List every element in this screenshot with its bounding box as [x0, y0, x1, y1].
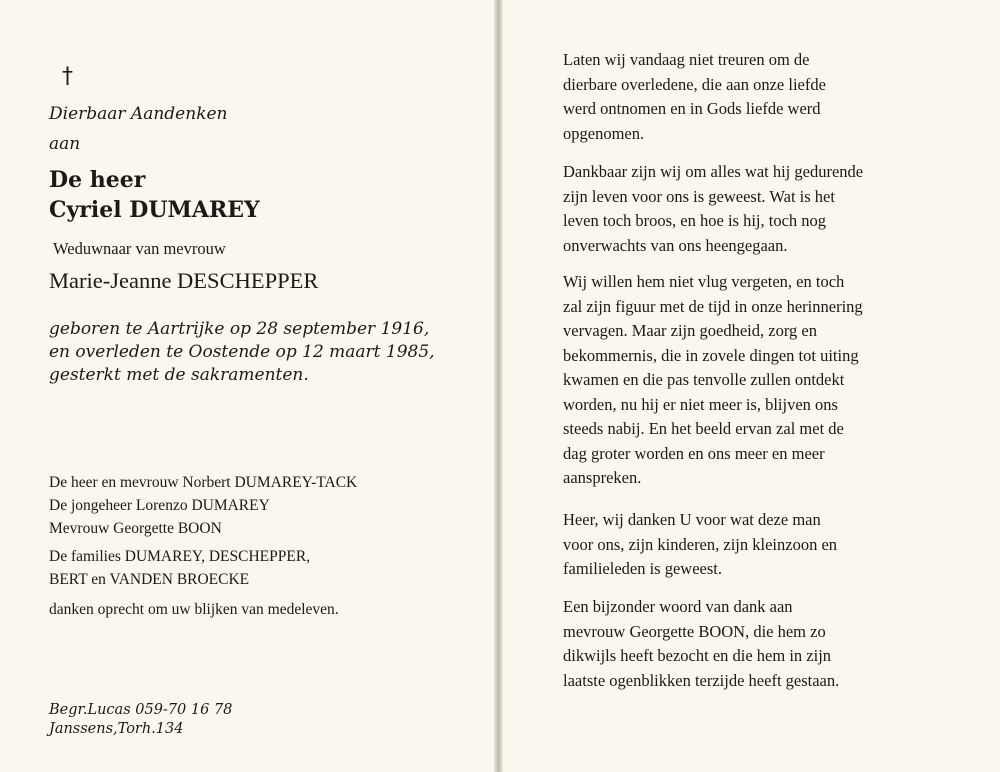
families-line: BERT en VANDEN BROECKE [49, 571, 250, 588]
thanks-line: danken oprecht om uw blijken van medeleven. [49, 601, 339, 618]
deceased-title: De heer [49, 167, 146, 193]
paragraph [563, 508, 837, 582]
life-line: gesterkt met de sakramenten. [49, 365, 309, 385]
life-line: geboren te Aartrijke op 28 september 1916, [49, 319, 430, 339]
paragraph-line: bekommernis, die in zovele dingen tot uiting [563, 345, 859, 365]
paragraph [563, 595, 839, 693]
paragraph-line: dag groter worden en ons meer en meer [563, 443, 825, 463]
paragraph-line: zijn leven voor ons is geweest. Wat is het [563, 186, 835, 206]
paragraph-line: Heer, wij danken U voor wat deze man [563, 510, 821, 529]
paragraph-line: kwamen en die pas tenvolle zullen ontdekt [563, 370, 845, 389]
paragraph-line: Een bijzonder woord van dank aan [563, 597, 793, 616]
printer-line: Begr.Lucas 059-70 16 78 [49, 702, 233, 718]
paragraph-line: opgenomen. [563, 123, 645, 143]
deceased-name: Cyriel DUMAREY [49, 197, 260, 223]
paragraph-line: laatste ogenblikken terzijde heeft gestaan. [563, 670, 840, 690]
cross-symbol: † [62, 64, 73, 89]
widower-of-label: Weduwnaar van mevrouw [53, 239, 226, 258]
paragraph-line: steeds nabij. En het beeld ervan zal met de [563, 419, 844, 438]
paragraph-line: familieleden is geweest. [563, 559, 722, 578]
paragraph-line: Wij willen hem niet vlug vergeten, en toch [563, 272, 845, 291]
family-line: Mevrouw Georgette BOON [49, 520, 222, 537]
paragraph-line: dikwijls heeft bezocht en die hem in zijn [563, 646, 832, 665]
paragraph-line: zal zijn figuur met de tijd in onze herinnering [563, 296, 863, 316]
paragraph [563, 48, 826, 146]
spouse-name: Marie-Jeanne DESCHEPPER [49, 268, 319, 293]
left-page [0, 0, 494, 772]
life-line: en overleden te Oostende op 12 maart 1985, [49, 342, 435, 362]
paragraph-line: vervagen. Maar zijn goedheid, zorg en [563, 321, 817, 340]
paragraph-line: worden, nu hij er niet meer is, blijven ons [563, 394, 838, 414]
paragraph-line: werd ontnomen en in Gods liefde werd [563, 99, 821, 118]
heading-to: aan [49, 134, 81, 154]
paragraph-line: Laten wij vandaag niet treuren om de [563, 50, 810, 69]
paragraph-line: dierbare overledene, die aan onze liefde [563, 74, 826, 94]
paragraph-line: aanspreken. [563, 468, 642, 487]
paragraph [563, 160, 863, 258]
paragraph-line: onverwachts van ons heengegaan. [563, 235, 788, 255]
family-list [49, 471, 357, 540]
card-fold [494, 0, 503, 772]
family-line: De heer en mevrouw Norbert DUMAREY-TACK [49, 474, 358, 491]
families-list [49, 545, 310, 591]
paragraph [563, 270, 863, 491]
life-dates [49, 318, 435, 387]
heading-in-memory: Dierbaar Aandenken [49, 104, 228, 124]
paragraph-line: leven toch broos, en hoe is hij, toch nog [563, 211, 827, 230]
paragraph-line: mevrouw Georgette BOON, die hem zo [563, 621, 826, 641]
paragraph-line: Dankbaar zijn wij om alles wat hij gedurende [563, 162, 864, 181]
printer-line: Janssens,Torh.134 [49, 721, 184, 737]
printer-info [49, 701, 232, 739]
family-line: De jongeheer Lorenzo DUMAREY [49, 497, 270, 514]
families-line: De families DUMAREY, DESCHEPPER, [49, 548, 311, 565]
paragraph-line: voor ons, zijn kinderen, zijn kleinzoon en [563, 534, 838, 554]
